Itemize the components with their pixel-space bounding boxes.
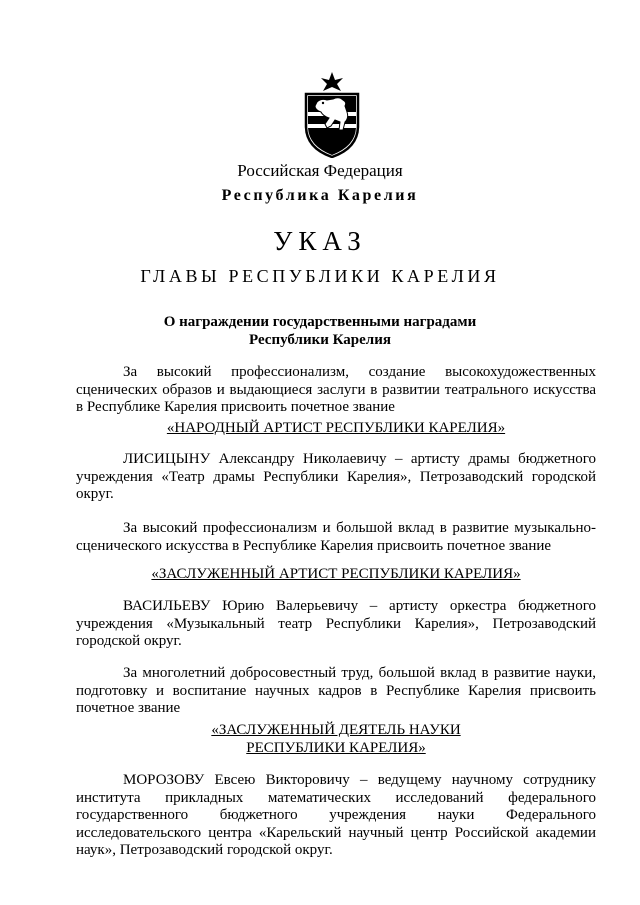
coat-of-arms-emblem (303, 72, 361, 158)
honor-title-line-2: РЕСПУБЛИКИ КАРЕЛИЯ» (246, 739, 426, 756)
decree-title (0, 313, 640, 349)
recipient-text: ЛИСИЦЫНУ Александру Николаевичу – артисту драмы бюджетного учреждения «Театр драмы Республики Карелия», Петрозаводский городской округ. (76, 451, 596, 502)
recipient-paragraph (76, 451, 596, 504)
honor-title (76, 722, 596, 757)
preamble-text: За многолетний добросовестный труд, большой вклад в развитие науки, подготовку и воспитание научных кадров в Республике Карелия присвоить почетное звание (76, 665, 596, 716)
preamble-text: За высокий профессионализм, создание высокохудожественных сценических образов и выдающиеся заслуги в развитии театрального искусства в Республике Карелия присвоить почетное звание (76, 364, 596, 415)
republic-name: Республика Карелия (221, 187, 419, 204)
honor-title-line-1: «ЗАСЛУЖЕННЫЙ ДЕЯТЕЛЬ НАУКИ (211, 722, 461, 738)
honor-title: «НАРОДНЫЙ АРТИСТ РЕСПУБЛИКИ КАРЕЛИЯ» (166, 420, 506, 436)
decree-title-line-1: О награждении государственными наградами (163, 314, 477, 330)
decree-title-line-2: Республики Карелия (249, 332, 391, 348)
recipient-text: МОРОЗОВУ Евсею Викторовичу – ведущему научному сотруднику института прикладных математических исследований федерального государственного бюджетного учреждения науки Федерального исследовательского центра «Карельский научный центр Российской академии наук», Петрозаводский городской округ. (76, 772, 596, 858)
recipient-paragraph (76, 772, 596, 860)
preamble-text: За высокий профессионализм и большой вклад в развитие музыкально-сценического искусства в Республике Карелия присвоить почетное звание (76, 520, 596, 554)
country-name: Российская Федерация (237, 161, 403, 180)
honor-title: «ЗАСЛУЖЕННЫЙ АРТИСТ РЕСПУБЛИКИ КАРЕЛИЯ» (151, 566, 521, 582)
preamble-paragraph (76, 520, 596, 555)
preamble-paragraph (76, 364, 596, 417)
document-type: УКАЗ (273, 226, 367, 256)
document-issuer: ГЛАВЫ РЕСПУБЛИКИ КАРЕЛИЯ (140, 266, 500, 286)
recipient-paragraph (76, 598, 596, 651)
recipient-text: ВАСИЛЬЕВУ Юрию Валерьевичу – артисту оркестра бюджетного учреждения «Музыкальный театр Республики Карелия», Петрозаводский городской округ. (76, 598, 596, 649)
preamble-paragraph (76, 665, 596, 718)
